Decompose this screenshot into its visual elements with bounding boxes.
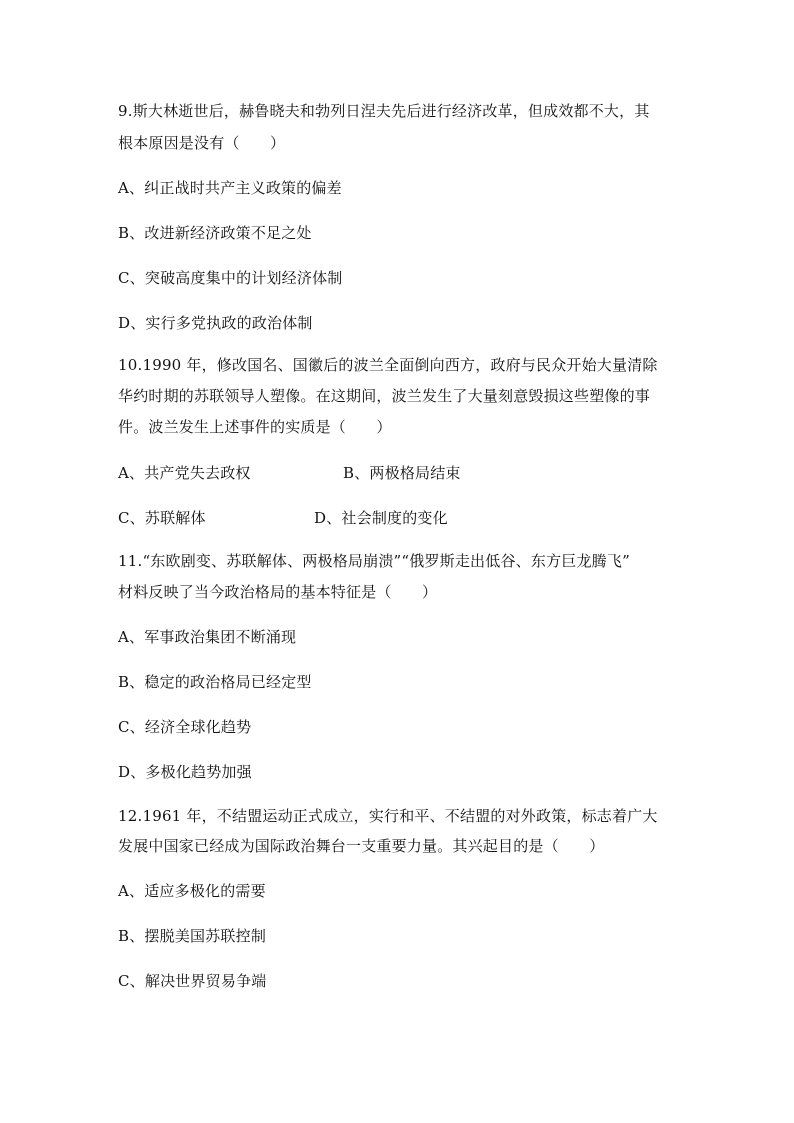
q12-option-c: C、解决世界贸易争端: [118, 972, 267, 990]
q10-option-c: C、苏联解体: [118, 509, 206, 527]
q11-option-b: B、稳定的政治格局已经定型: [118, 673, 312, 691]
q11-stem-line-1: 11.“东欧剧变、苏联解体、两极格局崩溃”“俄罗斯走出低谷、东方巨龙腾飞”: [118, 552, 630, 570]
q10-option-b: B、两极格局结束: [343, 464, 461, 482]
q12-stem-line-1: 12.1961 年，不结盟运动正式成立，实行和平、不结盟的对外政策，标志着广大: [118, 807, 658, 825]
q11-option-d: D、多极化趋势加强: [118, 763, 252, 781]
q9-option-d: D、实行多党执政的政治体制: [118, 314, 313, 332]
q12-stem-line-2: 发展中国家已经成为国际政治舞台一支重要力量。其兴起目的是（ ）: [118, 837, 605, 855]
q10-stem-line-3: 件。波兰发生上述事件的实质是（ ）: [118, 418, 392, 436]
q10-stem-line-2: 华约时期的苏联领导人塑像。在这期间，波兰发生了大量刻意毁损这些塑像的事: [118, 387, 651, 405]
q11-stem-line-2: 材料反映了当今政治格局的基本特征是（ ）: [118, 583, 438, 601]
q9-option-b: B、改进新经济政策不足之处: [118, 224, 312, 242]
q10-stem-line-1: 10.1990 年，修改国名、国徽后的波兰全面倒向西方，政府与民众开始大量清除: [118, 356, 658, 374]
q10-option-d: D、社会制度的变化: [314, 509, 448, 527]
q9-stem-line-2: 根本原因是没有（ ）: [118, 134, 286, 152]
q12-option-b: B、摆脱美国苏联控制: [118, 927, 267, 945]
q9-stem-line-1: 9.斯大林逝世后，赫鲁晓夫和勃列日涅夫先后进行经济改革，但成效都不大，其: [118, 102, 650, 120]
q12-option-a: A、适应多极化的需要: [118, 882, 266, 900]
q11-option-c: C、经济全球化趋势: [118, 718, 252, 736]
q9-option-c: C、突破高度集中的计划经济体制: [118, 269, 343, 287]
q9-option-a: A、纠正战时共产主义政策的偏差: [118, 179, 342, 197]
q10-option-a: A、共产党失去政权: [118, 464, 251, 482]
q11-option-a: A、军事政治集团不断涌现: [118, 628, 297, 646]
